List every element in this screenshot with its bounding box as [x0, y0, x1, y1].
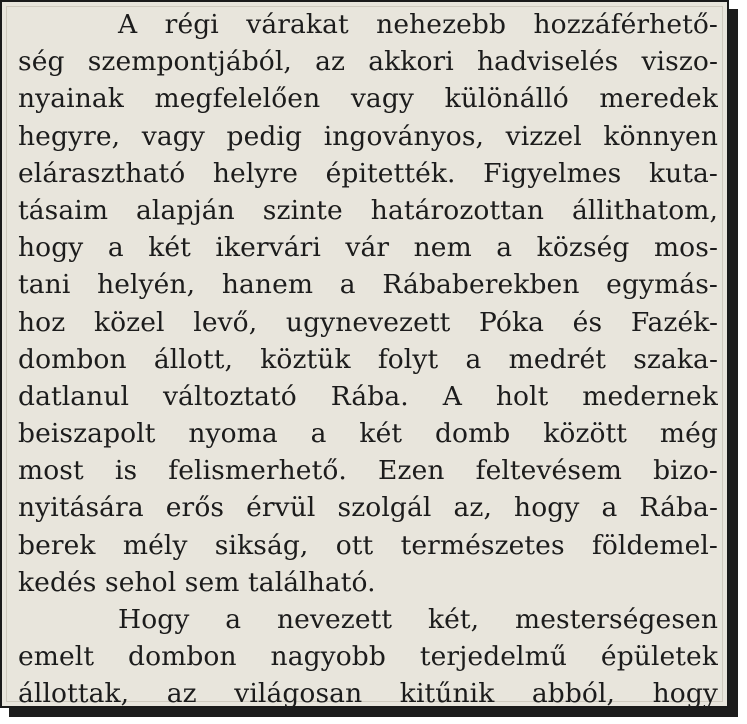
text-line: berek mély sikság, ott természetes földemel- — [18, 529, 718, 561]
paragraph-2 — [18, 601, 718, 713]
text-line: állottak, az világosan kitűnik abból, hogy — [18, 678, 718, 710]
text-line: ség szempontjából, az akkori hadviselés viszo- — [18, 46, 718, 78]
text-line: nyainak megfelelően vagy különálló meredek — [18, 83, 718, 115]
text-line: kedés sehol sem található. — [18, 566, 376, 598]
text-line: datlanul változtató Rába. A holt medernek — [18, 380, 718, 412]
text-line: nyitására erős érvül szolgál az, hogy a Rába- — [18, 492, 718, 524]
text-line: tani helyén, hanem a Rábaberekben egymás- — [18, 269, 718, 301]
text-line: Hogy a nevezett két, mesterségesen — [118, 604, 718, 635]
text-line: hegyre, vagy pedig ingoványos, vizzel könnyen — [18, 120, 718, 152]
text-line: beiszapolt nyoma a két domb között még — [18, 418, 718, 450]
text-line: tásaim alapján szinte határozottan állithatom, — [18, 194, 718, 226]
text-line: elárasztható helyre épitették. Figyelmes kuta- — [18, 157, 718, 189]
text-line: most is felismerhető. Ezen feltevésem bizo- — [18, 455, 718, 487]
paragraph-1 — [18, 6, 718, 601]
text-line: emelt dombon nagyobb terjedelmű épületek — [18, 641, 718, 673]
text-line: hoz közel levő, ugynevezett Póka és Fazék- — [18, 306, 718, 338]
article-text — [18, 6, 718, 713]
text-line: A régi várakat nehezebb hozzáférhető- — [118, 9, 718, 40]
text-line: dombon állott, köztük folyt a medrét szaka- — [18, 343, 718, 375]
text-line: hogy a két ikervári vár nem a község mos- — [18, 232, 718, 264]
